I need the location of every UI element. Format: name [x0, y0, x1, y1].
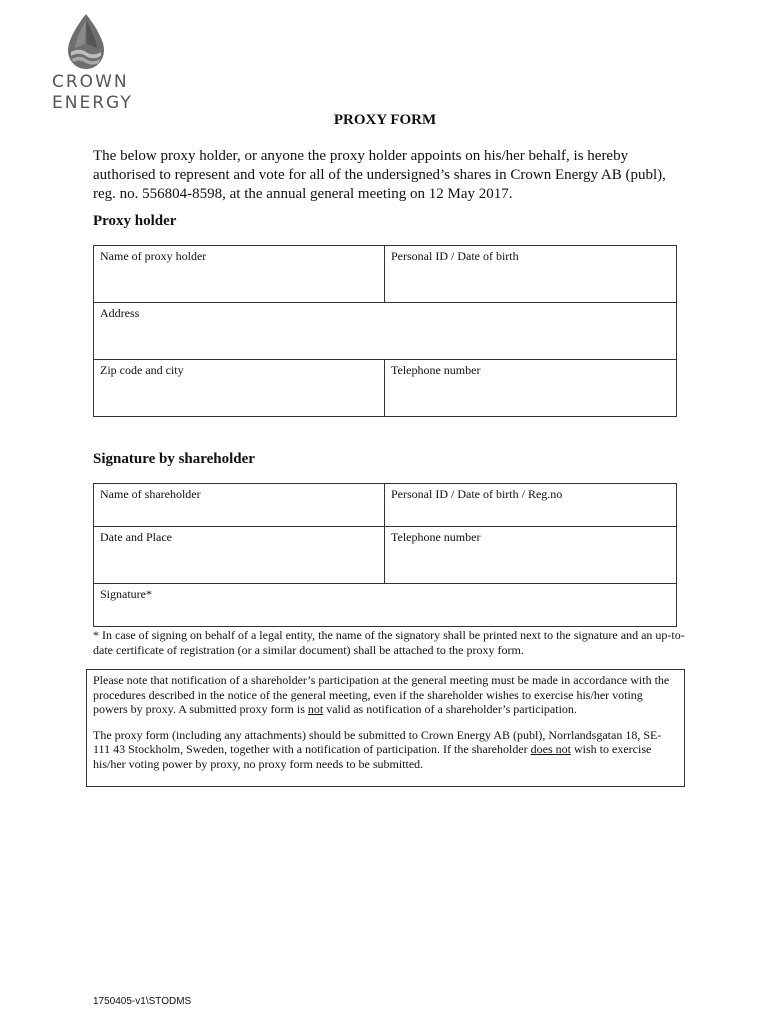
proxy-address-label: Address — [100, 306, 140, 320]
intro-paragraph: The below proxy holder, or anyone the proxy holder appoints on his/her behalf, is hereby authorised to represent and vote for all of the undersigned’s shares in Crown Energy AB (publ), reg. no. 556804-8598, at the annual general meeting on 12 May 2017. — [93, 148, 666, 202]
proxy-name-field[interactable] — [94, 246, 385, 303]
proxy-telephone-label: Telephone number — [391, 363, 481, 377]
proxy-holder-table — [93, 245, 677, 417]
proxy-personal-id-label: Personal ID / Date of birth — [391, 249, 519, 263]
shareholder-telephone-label: Telephone number — [391, 530, 481, 544]
proxy-personal-id-field[interactable] — [385, 246, 677, 303]
logo-line-2: ENERGY — [52, 93, 133, 113]
proxy-address-field[interactable] — [94, 303, 677, 360]
shareholder-personal-id-field[interactable] — [385, 484, 677, 527]
shareholder-signature-field[interactable] — [94, 584, 677, 627]
notice-box — [86, 669, 685, 787]
proxy-name-label: Name of proxy holder — [100, 249, 207, 263]
proxy-zip-city-field[interactable] — [94, 360, 385, 417]
notice-paragraph-2 — [93, 728, 678, 772]
proxy-holder-heading: Proxy holder — [93, 213, 177, 229]
shareholder-heading: Signature by shareholder — [93, 451, 255, 467]
logo-line-1: CROWN — [52, 72, 129, 92]
shareholder-date-place-field[interactable] — [94, 527, 385, 584]
signature-footnote: * In case of signing on behalf of a legal entity, the name of the signatory shall be printed next to the signature and an up-to-date certificate of registration (or a similar document) shall be attached to the proxy form. — [93, 628, 685, 657]
shareholder-table — [93, 483, 677, 627]
notice-p1-emphasis: not — [307, 702, 324, 716]
crown-energy-logo — [52, 14, 132, 112]
notice-p1-text: Please note that notification of a shareholder’s participation at the general meeting must be made in accordance with the procedures described in the notice of the general meeting, even if the shareholder wishes to exercise his/her voting powers by proxy. A submitted proxy form is — [93, 673, 670, 716]
notice-p2-text-end: wish to exercise his/her voting power by proxy, no proxy form needs to be submitted. — [93, 742, 652, 771]
page-title: PROXY FORM — [333, 112, 437, 128]
shareholder-signature-label: Signature* — [100, 587, 152, 601]
proxy-zip-city-label: Zip code and city — [100, 363, 184, 377]
shareholder-name-field[interactable] — [94, 484, 385, 527]
shareholder-date-place-label: Date and Place — [100, 530, 172, 544]
shareholder-telephone-field[interactable] — [385, 527, 677, 584]
proxy-telephone-field[interactable] — [385, 360, 677, 417]
notice-p2-emphasis: does not — [530, 742, 572, 756]
shareholder-name-label: Name of shareholder — [100, 487, 201, 501]
shareholder-personal-id-label: Personal ID / Date of birth / Reg.no — [391, 487, 563, 501]
notice-paragraph-1 — [93, 673, 678, 717]
notice-p1-text-end: valid as notification of a shareholder’s participation. — [323, 702, 577, 716]
document-id: 1750405-v1\STODMS — [93, 996, 192, 1007]
oil-drop-icon — [64, 14, 108, 70]
notice-p2-text: The proxy form (including any attachments) should be submitted to Crown Energy AB (publ), Norrlandsgatan 18, SE-111 43 Stockholm, Sweden, together with a notification of participation. If the shareholder — [93, 727, 662, 756]
